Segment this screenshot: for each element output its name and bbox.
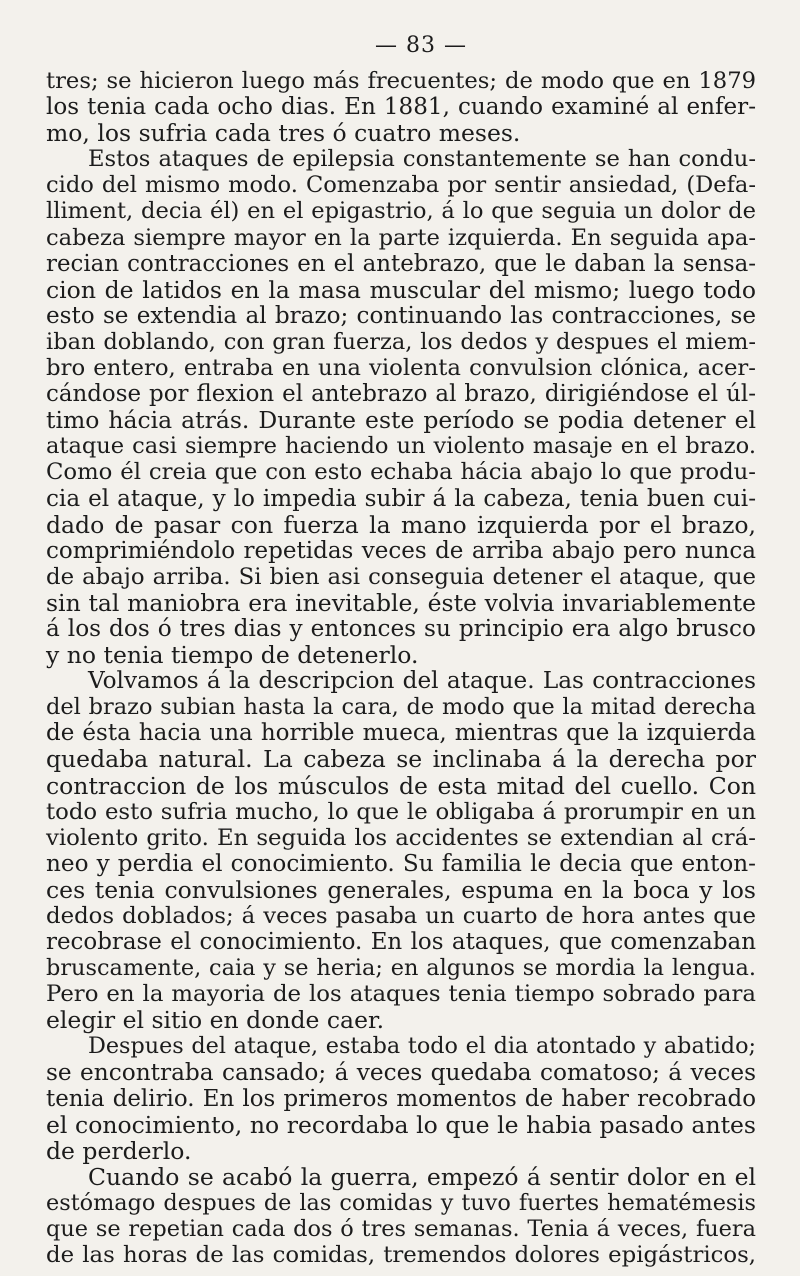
- text-line: cido del mismo modo. Comenzaba por sentir ansiedad, (Defa-: [46, 172, 756, 199]
- text-line: Estos ataques de epilepsia constantemente se han condu-: [88, 146, 756, 173]
- text-line: todo esto sufria mucho, lo que le obligaba á prorumpir en un: [46, 798, 756, 825]
- text-body: [46, 68, 756, 1268]
- text-line: cabeza siempre mayor en la parte izquierda. En seguida apa-: [46, 224, 756, 251]
- text-line: á los dos ó tres dias y entonces su principio era algo brusco: [46, 614, 756, 642]
- text-line: ces tenia convulsiones generales, espuma en la boca y los: [46, 875, 756, 904]
- text-line: del brazo subian hasta la cara, de modo que la mitad derecha: [46, 694, 756, 721]
- text-line: timo hácia atrás. Durante este período se podia detener el: [46, 406, 756, 435]
- text-line: estómago despues de las comidas y tuvo fuertes hematémesis: [46, 1190, 756, 1217]
- text-line: Cuando se acabó la guerra, empezó á sentir dolor en el: [88, 1162, 756, 1191]
- text-line: Despues del ataque, estaba todo el dia atontado y abatido;: [88, 1033, 756, 1060]
- text-line: bruscamente, caia y se heria; en algunos se mordia la lengua.: [46, 955, 756, 982]
- page-number: — 83 —: [375, 33, 467, 58]
- text-line: se encontraba cansado; á veces quedaba comatoso; á veces: [46, 1058, 756, 1086]
- text-line: los tenia cada ocho dias. En 1881, cuando examiné al enfer-: [46, 94, 756, 121]
- text-line: recobrase el conocimiento. En los ataques, que comenzaban: [46, 929, 756, 956]
- text-line: cándose por flexion el antebrazo al brazo, dirigiéndose el úl-: [46, 381, 756, 408]
- text-line: el conocimiento, no recordaba lo que le habia pasado antes: [46, 1110, 756, 1139]
- text-line: Pero en la mayoria de los ataques tenia tiempo sobrado para: [46, 981, 756, 1008]
- text-line: de perderlo.: [46, 1136, 192, 1165]
- text-line: contraccion de los músculos de esta mitad del cuello. Con: [46, 771, 756, 800]
- text-line: de las horas de las comidas, tremendos dolores epigástricos,: [46, 1242, 756, 1269]
- text-line: quedaba natural. La cabeza se inclinaba á la derecha por: [46, 745, 756, 774]
- text-line: Volvamos á la descripcion del ataque. Las contracciones: [88, 668, 756, 695]
- text-line: dado de pasar con fuerza la mano izquierda por el brazo,: [46, 510, 756, 539]
- text-line: tenia delirio. En los primeros momentos de haber recobrado: [46, 1085, 756, 1112]
- text-line: cia el ataque, y lo impedia subir á la cabeza, tenia buen cui-: [46, 485, 756, 512]
- text-line: cion de latidos en la masa muscular del mismo; luego todo: [46, 275, 756, 304]
- text-line: y no tenia tiempo de detenerlo.: [46, 641, 419, 670]
- text-line: neo y perdia el conocimiento. Su familia le decia que enton-: [46, 850, 756, 877]
- text-line: recian contracciones en el antebrazo, que le daban la sensa-: [46, 250, 756, 277]
- text-line: dedos doblados; á veces pasaba un cuarto de hora antes que: [46, 903, 756, 929]
- text-line: lliment, decia él) en el epigastrio, á lo que seguia un dolor de: [46, 198, 756, 225]
- text-line: comprimiéndolo repetidas veces de arriba abajo pero nunca: [46, 537, 756, 564]
- text-line: sin tal maniobra era inevitable, éste volvia invariablemente: [46, 588, 756, 617]
- text-line: iban doblando, con gran fuerza, los dedos y despues el miem-: [46, 328, 756, 355]
- text-line: ataque casi siempre haciendo un violento masaje en el brazo.: [46, 433, 756, 460]
- text-line: violento grito. En seguida los accidentes se extendian al crá-: [46, 824, 756, 851]
- text-line: bro entero, entraba en una violenta convulsion clónica, acer-: [46, 355, 756, 382]
- text-line: Como él creia que con esto echaba hácia abajo lo que produ-: [46, 459, 756, 486]
- text-line: tres; se hicieron luego más frecuentes; de modo que en 1879: [46, 68, 756, 94]
- text-line: esto se extendia al brazo; continuando las contracciones, se: [46, 302, 756, 329]
- text-line: mo, los sufria cada tres ó cuatro meses.: [46, 119, 521, 148]
- text-line: que se repetian cada dos ó tres semanas. Tenia á veces, fuera: [46, 1216, 756, 1243]
- text-line: elegir el sitio en donde caer.: [46, 1006, 385, 1035]
- text-line: de abajo arriba. Si bien asi conseguia detener el ataque, que: [46, 563, 756, 590]
- text-line: de ésta hacia una horrible mueca, mientras que la izquierda: [46, 720, 756, 747]
